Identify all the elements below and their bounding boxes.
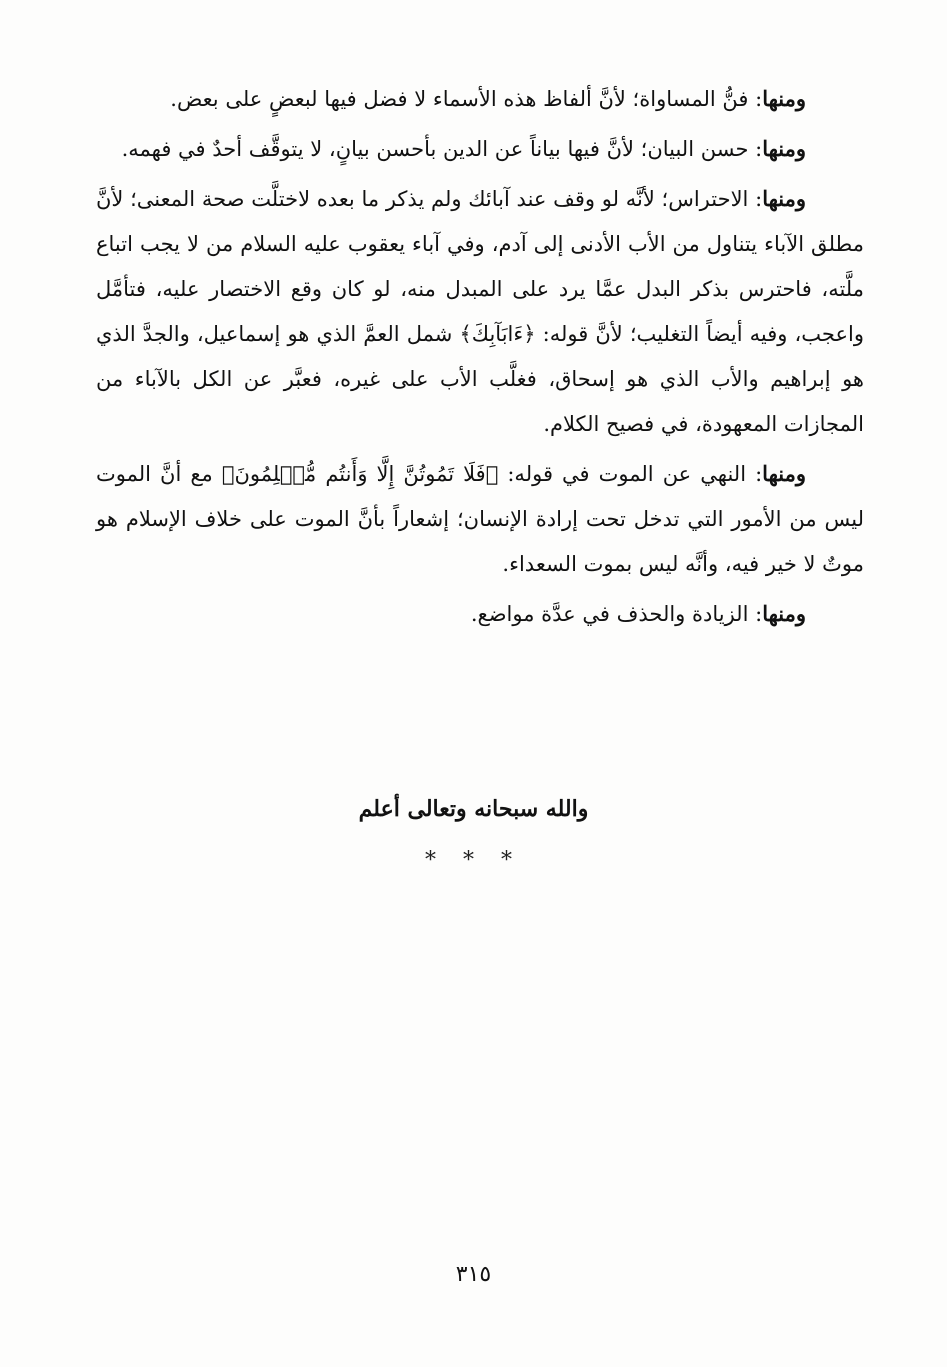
- closing-phrase: والله سبحانه وتعالى أعلم: [358, 796, 589, 822]
- paragraph-lead: ومنها: [762, 186, 806, 211]
- lead-separator: :: [755, 187, 763, 211]
- paragraph-lead: ومنها: [762, 136, 806, 161]
- lead-separator: :: [755, 602, 763, 626]
- paragraph-equality: [96, 76, 864, 122]
- paragraph-text: فنُّ المساواة؛ لأنَّ ألفاظ هذه الأسماء لا فضل فيها لبعضٍ على بعض.: [170, 87, 749, 111]
- paragraph-text: النهي عن الموت في قوله: ﴿فَلَا تَمُوتُنَّ إِلَّا وَأَنتُم مُّسۡلِمُونَ﴾ مع أنَّ الموت ليس من الأمور التي تدخل تحت إرادة الإنسان؛ إشعاراً بأنَّ الموت على خلاف الإسلام هو موتٌ لا خير فيه، وأنَّه ليس بموت السعداء.: [96, 462, 864, 576]
- paragraph-text: حسن البيان؛ لأنَّ فيها بياناً عن الدين بأحسن بيانٍ، لا يتوقَّف أحدٌ في فهمه.: [121, 137, 749, 161]
- lead-separator: :: [755, 462, 763, 486]
- paragraph-text: الاحتراس؛ لأنَّه لو وقف عند آبائك ولم يذكر ما بعده لاختلَّت صحة المعنى؛ لأنَّ مطلق الآباء يتناول من الأب الأدنى إلى آدم، وفي آباء يعقوب عليه السلام من لا يجب اتباع ملَّته، فاحترس بذكر البدل عمَّا يرد على المبدل منه، لو كان وقع الاختصار عليه، فتأمَّل واعجب، وفيه أيضاً التغليب؛ لأنَّ قوله: ﴿ءَابَآبِكَ﴾ شمل العمَّ الذي هو إسماعيل، والجدَّ الذي هو إبراهيم والأب الذي هو إسحاق، فغلَّب الأب على غيره، فعبَّر عن الكل بالآباء من المجازات المعهودة، في فصيح الكلام.: [96, 187, 864, 436]
- paragraph-text: الزيادة والحذف في عدَّة مواضع.: [470, 602, 749, 626]
- paragraph-lead: ومنها: [762, 601, 806, 626]
- paragraph-lead: ومنها: [762, 461, 806, 486]
- paragraph-precaution: [96, 176, 864, 447]
- paragraph-addition-omission: [96, 591, 864, 637]
- section-divider-stars: * * *: [425, 848, 522, 873]
- paragraph-prohibition: [96, 451, 864, 587]
- paragraph-lead: ومنها: [762, 86, 806, 111]
- page-number: ٣١٥: [455, 1262, 492, 1287]
- paragraph-eloquence: [96, 126, 864, 172]
- body-text: [96, 76, 864, 641]
- lead-separator: :: [755, 137, 763, 161]
- lead-separator: :: [755, 87, 763, 111]
